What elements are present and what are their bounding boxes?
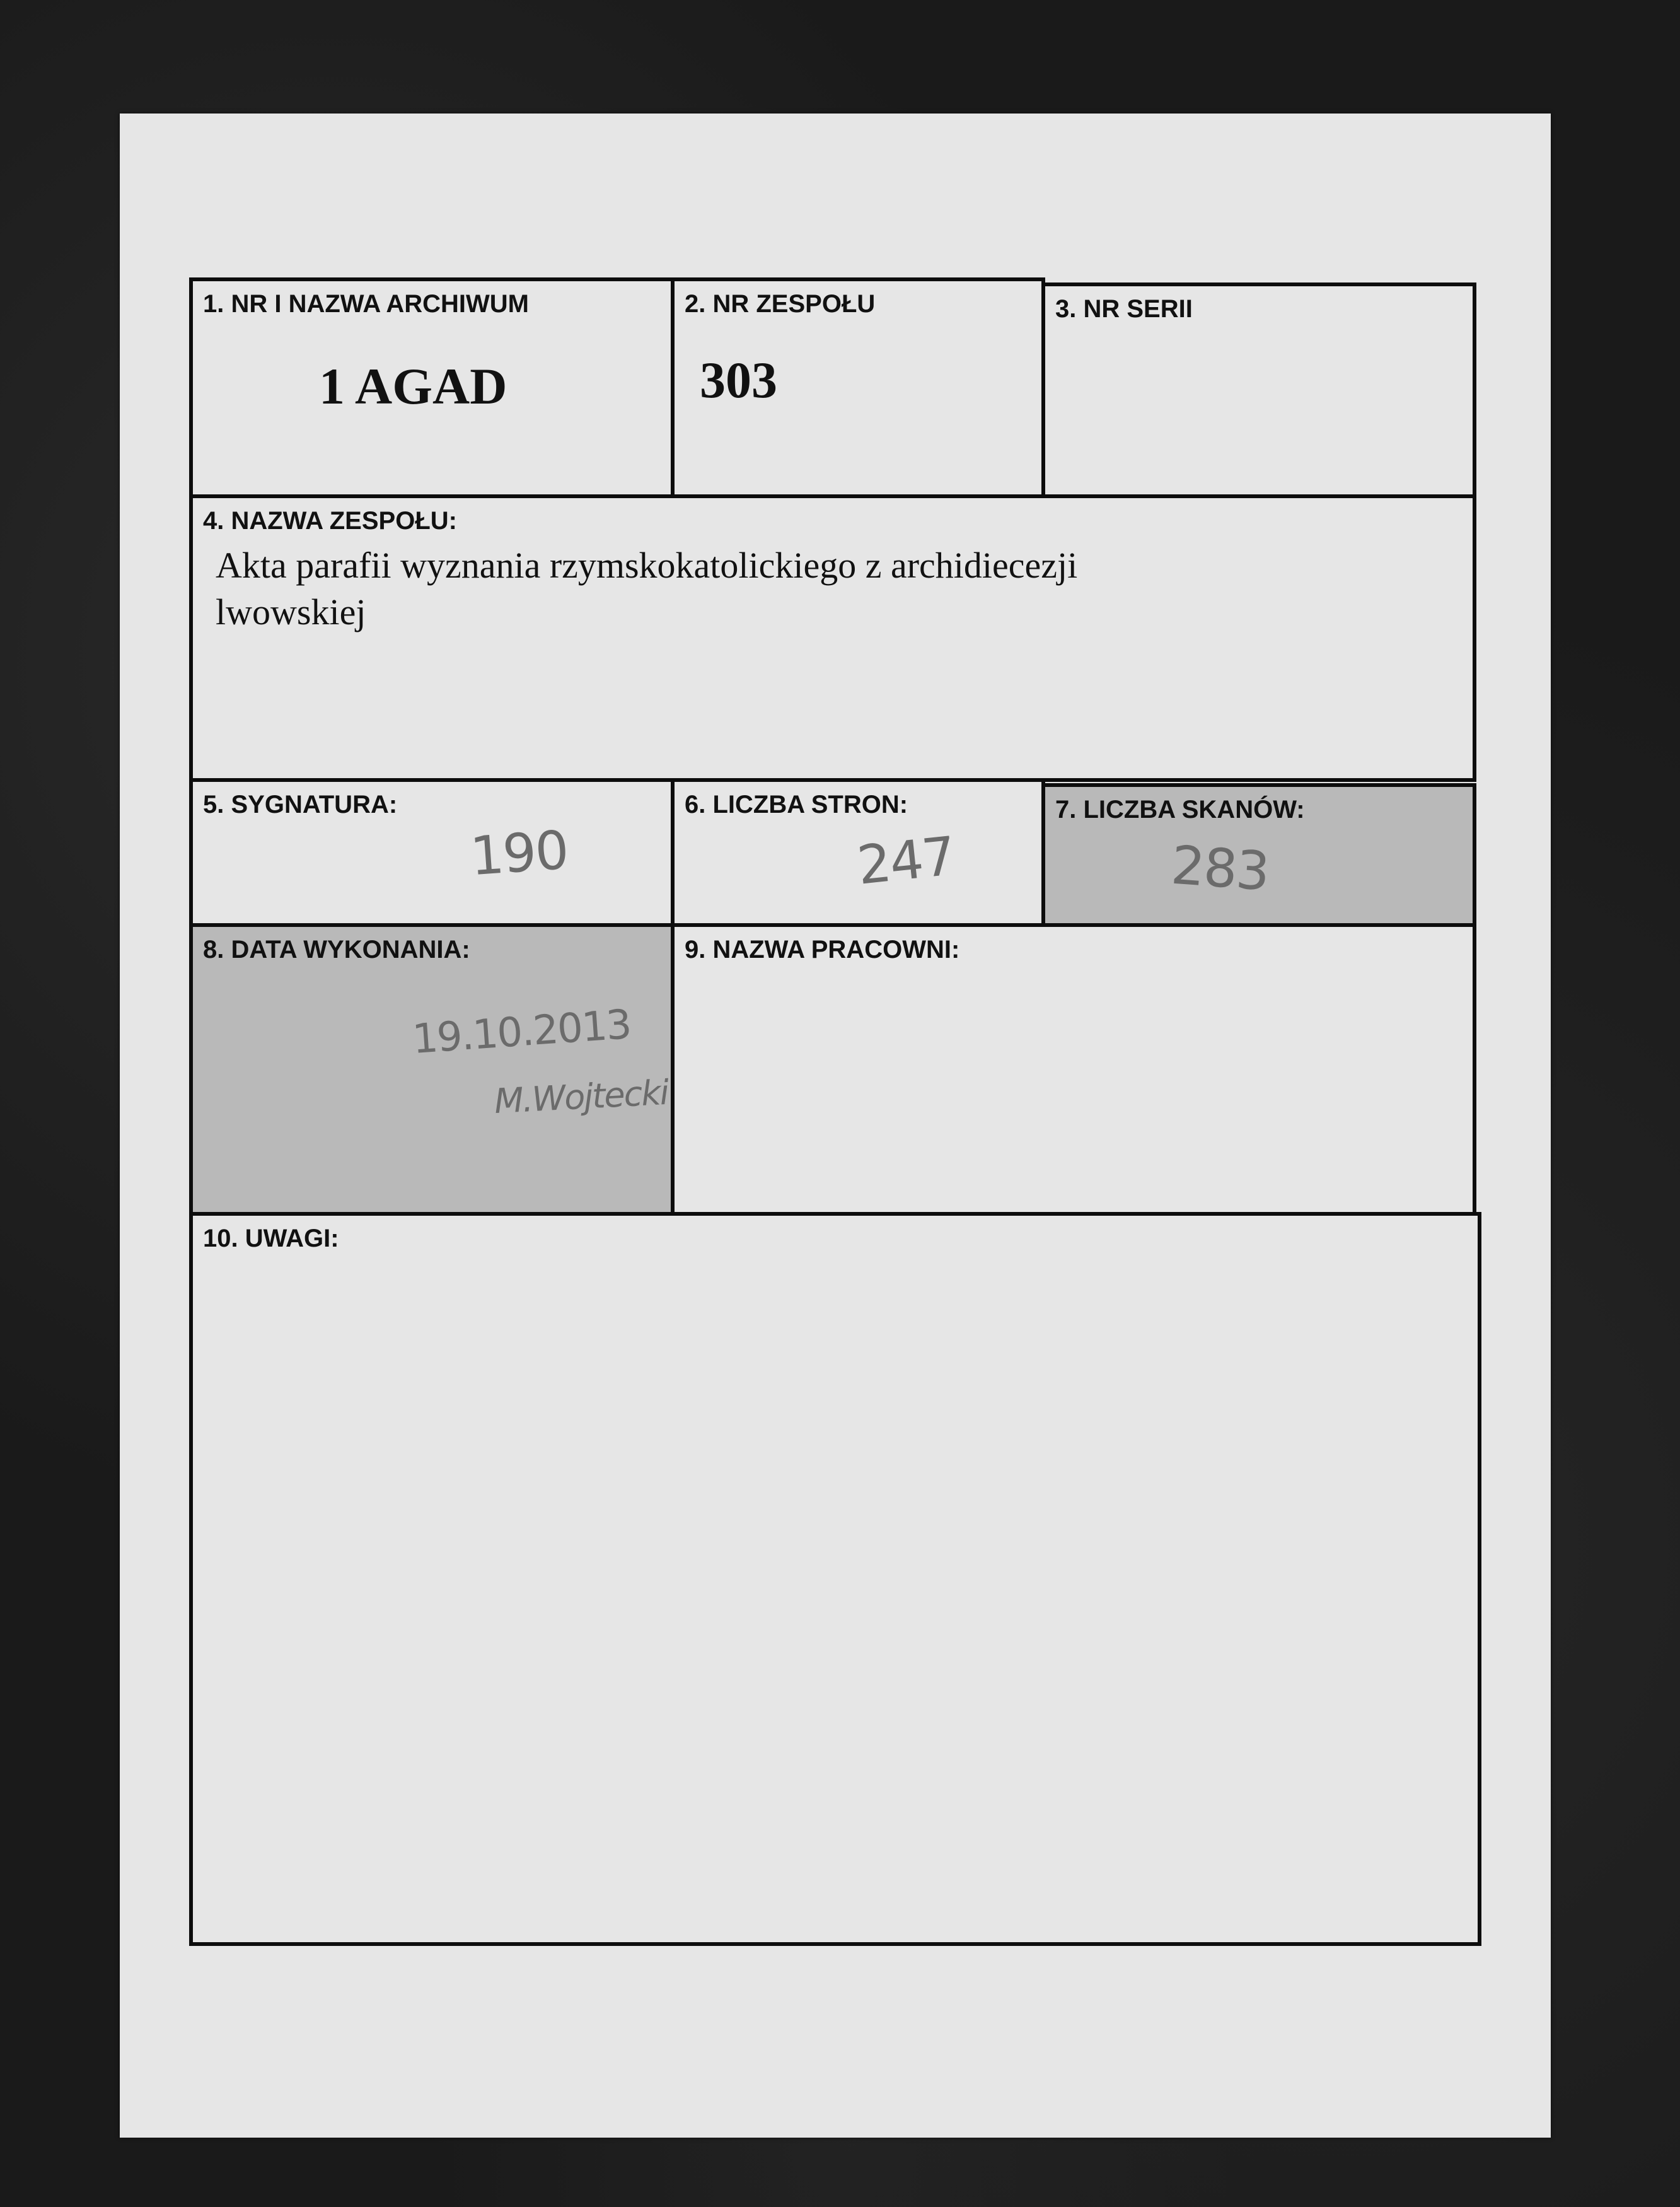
field-date-value: 19.10.2013 bbox=[410, 1001, 632, 1063]
field-signature-label: 5. SYGNATURA: bbox=[203, 791, 398, 818]
field-page-count-label: 6. LICZBA STRON: bbox=[685, 791, 908, 818]
field-fonds-number-value: 303 bbox=[700, 351, 777, 409]
field-scan-count bbox=[1041, 783, 1476, 927]
field-archive-value: 1 AGAD bbox=[319, 358, 507, 415]
field-scan-count-label: 7. LICZBA SKANÓW: bbox=[1055, 796, 1305, 824]
field-fonds-name bbox=[189, 494, 1476, 782]
field-fonds-name-label: 4. NAZWA ZESPOŁU: bbox=[203, 507, 457, 535]
field-archive-label: 1. NR I NAZWA ARCHIWUM bbox=[203, 290, 529, 318]
field-notes bbox=[189, 1212, 1481, 1946]
field-notes-label: 10. UWAGI: bbox=[203, 1225, 339, 1252]
field-series bbox=[1041, 282, 1476, 498]
metric-card bbox=[120, 114, 1551, 2138]
field-fonds-number bbox=[671, 277, 1045, 498]
field-studio-name-label: 9. NAZWA PRACOWNI: bbox=[685, 936, 960, 964]
field-scan-count-value: 283 bbox=[1169, 834, 1271, 903]
field-date-signature: M.Wojtecki bbox=[493, 1072, 669, 1122]
field-archive bbox=[189, 277, 675, 498]
field-fonds-name-value: Akta parafii wyznania rzymskokatolickiego z archidiecezji lwowskiej bbox=[216, 545, 1078, 632]
field-series-label: 3. NR SERII bbox=[1055, 295, 1193, 323]
field-studio-name bbox=[671, 923, 1476, 1216]
field-signature bbox=[189, 778, 675, 927]
field-date bbox=[189, 923, 675, 1216]
field-page-count bbox=[671, 778, 1045, 927]
field-fonds-number-label: 2. NR ZESPOŁU bbox=[685, 290, 876, 318]
field-date-label: 8. DATA WYKONANIA: bbox=[203, 936, 470, 964]
field-signature-value: 190 bbox=[468, 818, 570, 888]
field-page-count-value: 247 bbox=[854, 825, 958, 897]
